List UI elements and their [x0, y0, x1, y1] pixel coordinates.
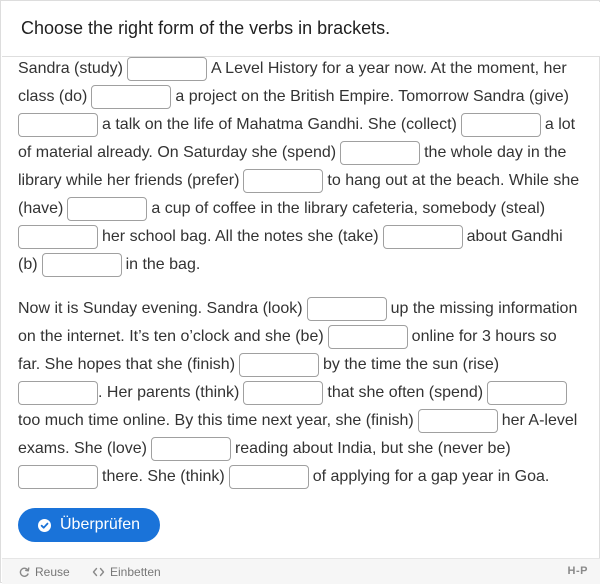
text-segment: class (do): [18, 88, 88, 105]
text-segment: . Her parents (think): [98, 384, 240, 401]
task-header: [2, 2, 600, 57]
text-segment: too much time online. By this time next year, she (finish): [18, 412, 414, 429]
text-line: [18, 111, 588, 139]
task-title: Choose the right form of the verbs in brackets.: [21, 18, 391, 38]
answer-blank-give[interactable]: [18, 113, 98, 137]
text-segment: (have): [18, 200, 64, 217]
answer-blank-be-online[interactable]: [328, 325, 408, 349]
text-segment: there. She (think): [102, 468, 225, 485]
check-button[interactable]: [18, 508, 160, 542]
text-segment: a talk on the life of Mahatma Gandhi. She (collect): [102, 116, 457, 133]
text-line: [18, 251, 588, 279]
text-segment: up the missing information: [390, 300, 578, 317]
embed-link[interactable]: [92, 565, 161, 579]
text-segment: on the internet. It’s ten o’clock and she (be): [18, 328, 324, 345]
paragraph-2: [18, 295, 588, 491]
text-line: [18, 167, 588, 195]
footer-bar: [2, 558, 600, 584]
reuse-icon: [18, 566, 30, 578]
answer-blank-have[interactable]: [67, 197, 147, 221]
answer-blank-prefer[interactable]: [243, 169, 323, 193]
answer-blank-spend-online[interactable]: [487, 381, 567, 405]
embed-label: Einbetten: [110, 565, 161, 579]
text-segment: in the bag.: [125, 256, 201, 273]
code-icon: [92, 566, 105, 578]
paragraph-1: [18, 55, 588, 279]
answer-blank-never-be[interactable]: [18, 465, 98, 489]
reuse-label: Reuse: [35, 565, 70, 579]
text-line: [18, 195, 588, 223]
text-line: [18, 379, 588, 407]
text-segment: her school bag. All the notes she (take): [102, 228, 379, 245]
answer-blank-spend[interactable]: [340, 141, 420, 165]
answer-blank-finish[interactable]: [239, 353, 319, 377]
text-segment: (b): [18, 256, 38, 273]
text-line: [18, 323, 588, 351]
text-segment: a cup of coffee in the library cafeteria, somebody (steal): [151, 200, 546, 217]
text-segment: of material already. On Saturday she (spend): [18, 144, 337, 161]
reuse-link[interactable]: [18, 565, 70, 579]
text-line: [18, 407, 588, 435]
text-segment: about Gandhi: [466, 228, 563, 245]
answer-blank-collect[interactable]: [461, 113, 541, 137]
text-segment: exams. She (love): [18, 440, 147, 457]
text-line: [18, 139, 588, 167]
text-segment: reading about India, but she (never be): [234, 440, 511, 457]
answer-blank-love[interactable]: [151, 437, 231, 461]
text-line: [18, 351, 588, 379]
answer-blank-think[interactable]: [243, 381, 323, 405]
text-line: [18, 435, 588, 463]
answer-blank-take[interactable]: [383, 225, 463, 249]
text-segment: Sandra (study): [18, 60, 123, 77]
text-line: [18, 55, 588, 83]
answer-blank-look[interactable]: [307, 297, 387, 321]
answer-blank-finish-exams[interactable]: [418, 409, 498, 433]
answer-blank-be[interactable]: [42, 253, 122, 277]
check-circle-icon: [38, 519, 51, 532]
text-segment: A Level History for a year now. At the moment, her: [210, 60, 567, 77]
text-segment: a lot: [544, 116, 576, 133]
text-segment: online for 3 hours so: [411, 328, 557, 345]
answer-blank-rise[interactable]: [18, 381, 98, 405]
text-segment: of applying for a gap year in Goa.: [312, 468, 550, 485]
text-line: [18, 83, 588, 111]
h5p-logo[interactable]: H-P: [567, 565, 588, 577]
text-line: [18, 463, 588, 491]
text-line: [18, 295, 588, 323]
text-segment: far. She hopes that she (finish): [18, 356, 236, 373]
answer-blank-steal[interactable]: [18, 225, 98, 249]
answer-blank-think-gap[interactable]: [229, 465, 309, 489]
answer-blank-study[interactable]: [127, 57, 207, 81]
answer-blank-do[interactable]: [91, 85, 171, 109]
text-segment: library while her friends (prefer): [18, 172, 240, 189]
text-line: [18, 223, 588, 251]
text-segment: to hang out at the beach. While she: [327, 172, 580, 189]
text-segment: a project on the British Empire. Tomorrow Sandra (give): [175, 88, 570, 105]
text-segment: that she often (spend): [327, 384, 484, 401]
text-segment: Now it is Sunday evening. Sandra (look): [18, 300, 303, 317]
text-segment: the whole day in the: [424, 144, 567, 161]
text-segment: by the time the sun (rise): [323, 356, 500, 373]
check-button-label: Überprüfen: [60, 516, 141, 533]
text-segment: her A-level: [501, 412, 578, 429]
